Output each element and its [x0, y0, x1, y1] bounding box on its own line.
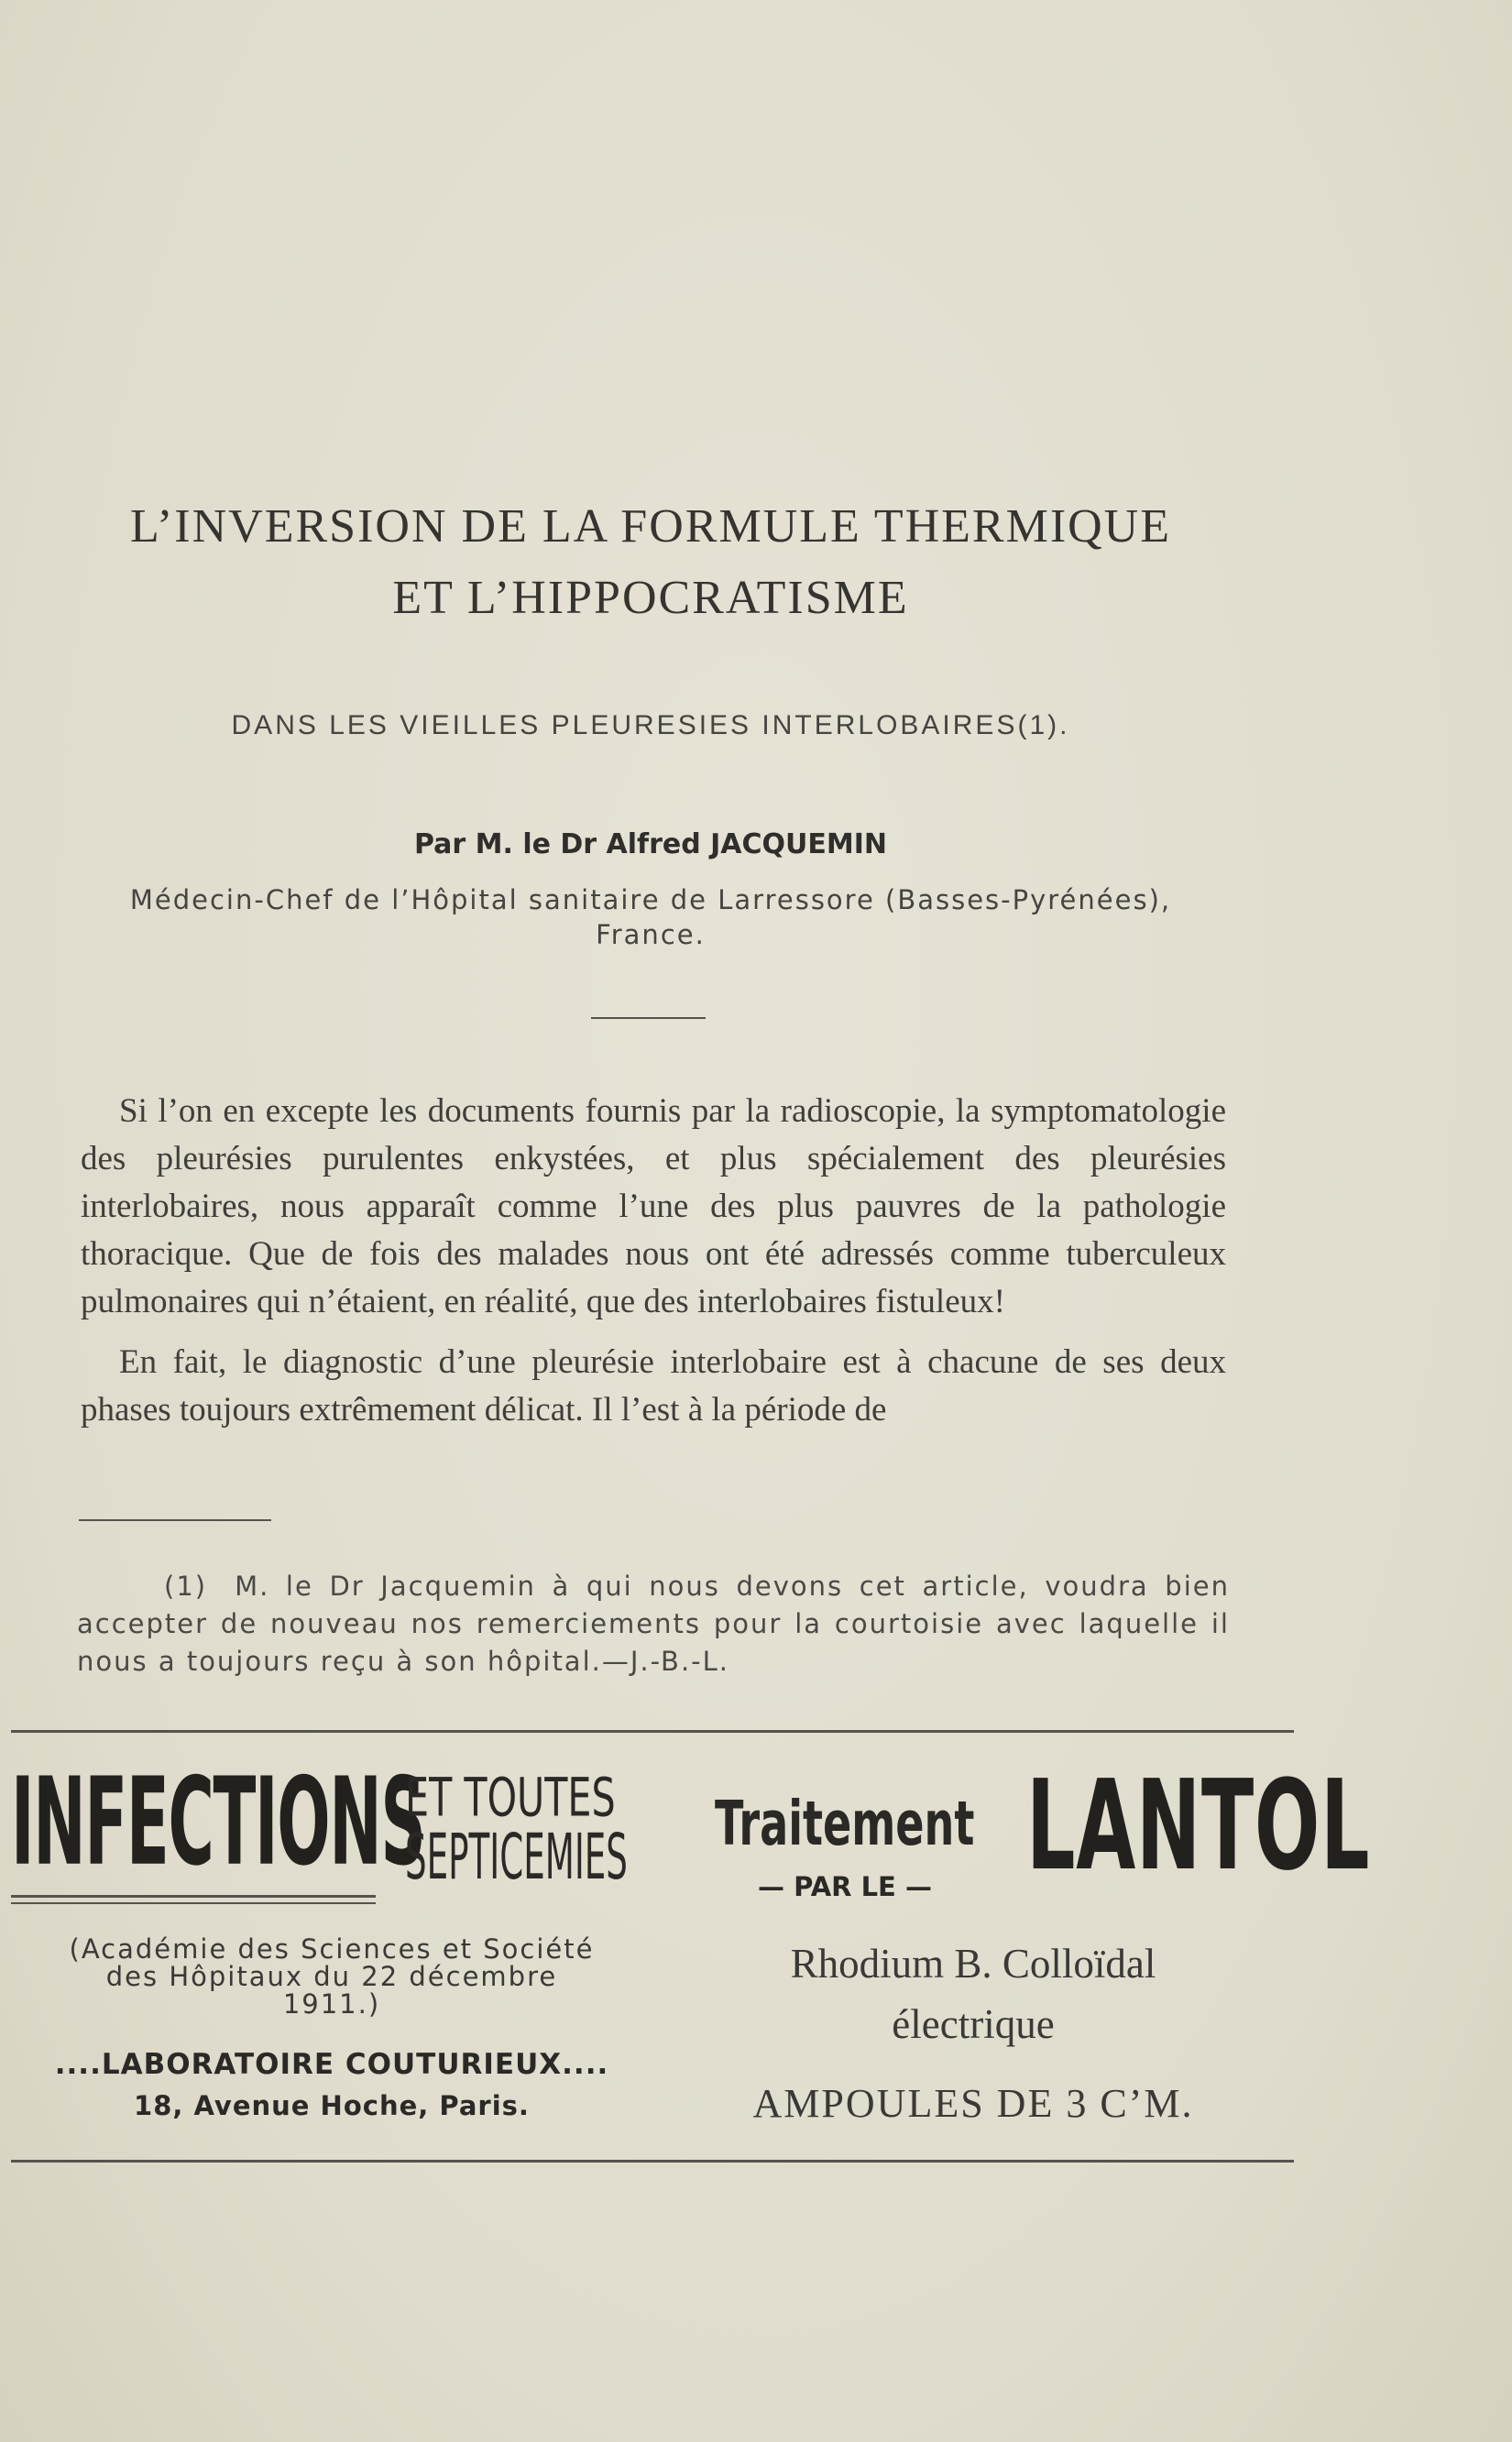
ad-rhodium-description — [744, 1933, 1202, 2054]
article-body — [81, 1088, 1226, 1434]
affiliation-line2: France. — [596, 919, 706, 950]
ad-address: 18, Avenue Hoche, Paris. — [134, 2090, 530, 2121]
title-separator — [591, 1017, 706, 1019]
article-title-line1: L’INVERSION DE LA FORMULE THERMIQUE — [130, 500, 1171, 553]
author-affiliation — [0, 882, 1301, 952]
paragraph-1: Si l’on en excepte les documents fournis par la radioscopie, la symptomatologie des pleurésies purulentes enkystées, et plus spécialement des pleurésies interlobaires, nous apparaît comme l’une des plus pauvres de la pathologie thoracique. Que de fois des malades nous ont été adressés comme tuberculeux pulmonaires qui n’étaient, en réalité, que des interlobaires fistuleux! — [81, 1092, 1226, 1320]
advertisement — [11, 1750, 1371, 2153]
paragraph-2: En fait, le diagnostic d’une pleurésie interlobaire est à chacune de ses deux phases toujours extrêmement délicat. Il l’est à la période de — [81, 1343, 1226, 1429]
ad-et-toutes: ET TOUTES — [405, 1767, 616, 1829]
footnote — [77, 1568, 1230, 1681]
footnote-separator — [79, 1519, 271, 1521]
ad-academie-line3: 1911.) — [282, 1988, 381, 2020]
article-title-line2: ET L’HIPPOCRATISME — [392, 572, 909, 624]
ad-academie-line2: des Hôpitaux du 22 décembre — [105, 1961, 558, 1992]
ad-academie-note — [57, 1935, 607, 2018]
ad-septicemies: SEPTICEMIES — [405, 1820, 628, 1894]
ad-laboratoire: ....LABORATOIRE COUTURIEUX.... — [54, 2048, 609, 2081]
footnote-mark: (1) — [164, 1571, 208, 1602]
ad-bottom-rule — [11, 2160, 1294, 2163]
footnote-text: M. le Dr Jacquemin à qui nous devons cet article, voudra bien accepter de nouveau nos remerciements pour la courtoisie avec laquelle il nous a toujours reçu à son hôpital.—J.-B.-L. — [77, 1571, 1230, 1677]
ad-traitement: Traitement — [715, 1789, 975, 1860]
ad-rhodium-line1: Rhodium B. Colloïdal — [790, 1941, 1156, 1987]
ad-academie-line1: (Académie des Sciences et Société — [69, 1933, 595, 1965]
ad-infections-underline-2 — [11, 1902, 376, 1904]
ad-infections-headline: INFECTIONS — [11, 1750, 425, 1893]
affiliation-line1: Médecin-Chef de l’Hôpital sanitaire de Larressore (Basses-Pyrénées), — [129, 884, 1172, 915]
article-subtitle: DANS LES VIEILLES PLEURESIES INTERLOBAIRES(1). — [231, 710, 1070, 740]
ad-infections-underline-1 — [11, 1895, 376, 1898]
ad-ampoules: AMPOULES DE 3 C’M. — [752, 2081, 1194, 2126]
ad-rhodium-line2: électrique — [892, 2001, 1055, 2047]
ad-par-le: — PAR LE — — [758, 1871, 932, 1902]
article-byline: Par M. le Dr Alfred JACQUEMIN — [413, 828, 888, 860]
ad-lantol-brand: LANTOL — [1026, 1754, 1371, 1899]
ad-top-rule — [11, 1730, 1294, 1733]
